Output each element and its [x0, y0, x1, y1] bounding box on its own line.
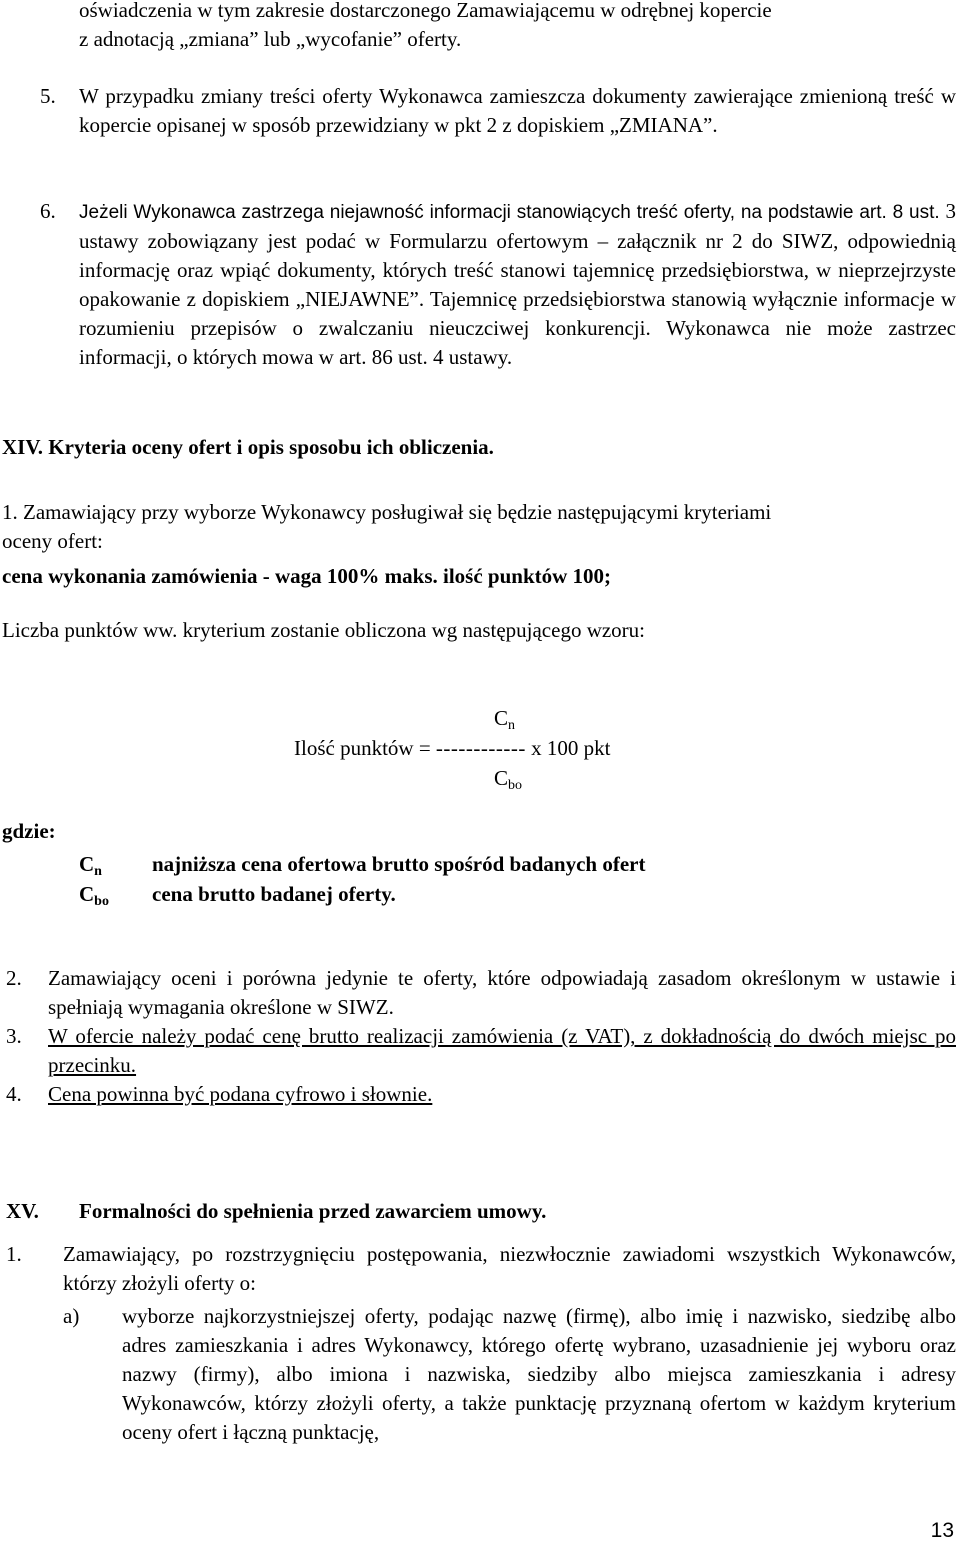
- section-14-point-4: [6, 1080, 956, 1109]
- section-15-point-1-number: 1.: [6, 1242, 22, 1266]
- formula-fraction-bar: ------------: [435, 736, 526, 760]
- section-14-point-1-line-2: oceny ofert:: [2, 529, 103, 553]
- point-4-number: 4.: [6, 1082, 22, 1106]
- section-15-point-1: [6, 1240, 956, 1298]
- formula-intro: Liczba punktów ww. kryterium zostanie obliczona wg następującego wzoru:: [2, 618, 646, 642]
- definition-cbo-text: cena brutto badanej oferty.: [152, 882, 396, 906]
- formula-numerator-symbol: C: [494, 706, 509, 730]
- item-6-text-sans: Jeżeli Wykonawca zastrzega niejawność informacji stanowiących treść oferty, na podstawie art. 8 ust.: [79, 202, 940, 223]
- formula-denominator-subscript: bo: [508, 778, 523, 793]
- point-3-text: W ofercie należy podać cenę brutto realizacji zamówienia (z VAT), z dokładnością do dwóch miejsc po przecinku.: [48, 1024, 956, 1077]
- section-14-title: XIV. Kryteria oceny ofert i opis sposobu ich obliczenia.: [2, 435, 494, 459]
- definition-cn-text: najniższa cena ofertowa brutto spośród badanych ofert: [152, 852, 646, 876]
- section-15-point-1-text: Zamawiający, po rozstrzygnięciu postępowania, niezwłocznie zawiadomi wszystkich Wykonawców, którzy złożyli oferty o:: [63, 1242, 956, 1295]
- point-3-number: 3.: [6, 1024, 22, 1048]
- intro-line-2: z adnotacją „zmiana” lub „wycofanie” oferty.: [79, 27, 462, 51]
- formula-main-line: [294, 734, 610, 763]
- section-14-point-3: [6, 1022, 956, 1080]
- item-5: [40, 82, 956, 140]
- definition-cn-symbol: [79, 850, 102, 879]
- item-5-number: 5.: [40, 84, 56, 108]
- formula-denominator-symbol: C: [494, 766, 509, 790]
- definition-cn-sub: n: [94, 864, 102, 879]
- definition-cbo-c: C: [79, 882, 95, 906]
- point-2-text: Zamawiający oceni i porówna jedynie te oferty, które odpowiadają zasadom określonym w ustawie i spełniają wymagania określone w SIWZ.: [48, 966, 956, 1019]
- formula-numerator: [494, 704, 515, 733]
- definition-cn-c: C: [79, 852, 95, 876]
- definition-cbo-symbol: [79, 880, 109, 909]
- point-2-number: 2.: [6, 966, 22, 990]
- formula-rhs: x 100 pkt: [525, 736, 611, 760]
- section-15-item-a-label: a): [63, 1304, 80, 1328]
- section-14-point-2: [6, 964, 956, 1022]
- section-15-number: XV.: [6, 1199, 39, 1223]
- formula-denominator: [494, 764, 522, 793]
- item-6-text: [79, 197, 956, 372]
- definition-cbo-sub: bo: [94, 894, 109, 909]
- criterion-line: cena wykonania zamówienia - waga 100% maks. ilość punktów 100;: [2, 564, 612, 588]
- section-15-title: Formalności do spełnienia przed zawarciem umowy.: [79, 1199, 547, 1223]
- intro-paragraph: [79, 0, 956, 54]
- section-15-item-a: [63, 1302, 956, 1447]
- formula-numerator-subscript: n: [508, 718, 516, 733]
- section-14-point-1: [2, 498, 956, 556]
- item-6-text-serif: 3 ustawy zobowiązany jest podać w Formularzu ofertowym – załącznik nr 2 do SIWZ, odpowiednią informację oraz wpiąć dokumenty, których treść stanowi tajemnicę przedsiębiorstwa, w nieprzejrzyste opakowanie z dopiskiem „NIEJAWNE”. Tajemnicę przedsiębiorstwa stanowią wyłącznie informacje w rozumieniu przepisów o zwalczaniu nieuczciwej konkurencji. Wykonawca nie może zastrzec informacji, o których mowa w art. 86 ust. 4 ustawy.: [79, 199, 957, 369]
- item-5-text: W przypadku zmiany treści oferty Wykonawca zamieszcza dokumenty zawierające zmienioną treść w kopercie opisanej w sposób przewidziany w pkt 2 z dopiskiem „ZMIANA”.: [79, 84, 956, 137]
- item-6: [40, 197, 956, 372]
- item-6-number: 6.: [40, 199, 56, 223]
- section-14-point-1-line-1: 1. Zamawiający przy wyborze Wykonawcy posługiwał się będzie następującymi kryteriami: [2, 500, 772, 524]
- where-label: gdzie:: [2, 819, 56, 843]
- formula-lhs: Ilość punktów =: [294, 736, 436, 760]
- page-number: 13: [930, 1519, 954, 1542]
- section-15-item-a-text: wyborze najkorzystniejszej oferty, podając nazwę (firmę), albo imię i nazwisko, siedzibę albo adres zamieszkania i adres Wykonawcy, którego ofertę wybrano, uzasadnienie jej wyboru oraz nazwy (firmy), albo imiona i nazwiska, siedziby albo miejsca zamieszkania i adresy Wykonawców, którzy złożyli oferty, a także punktację przyznaną ofertom w każdym kryterium oceny ofert i łączną punktację,: [122, 1304, 956, 1444]
- point-4-text: Cena powinna być podana cyfrowo i słownie.: [48, 1082, 433, 1106]
- intro-line-1: oświadczenia w tym zakresie dostarczonego Zamawiającemu w odrębnej kopercie: [79, 0, 772, 22]
